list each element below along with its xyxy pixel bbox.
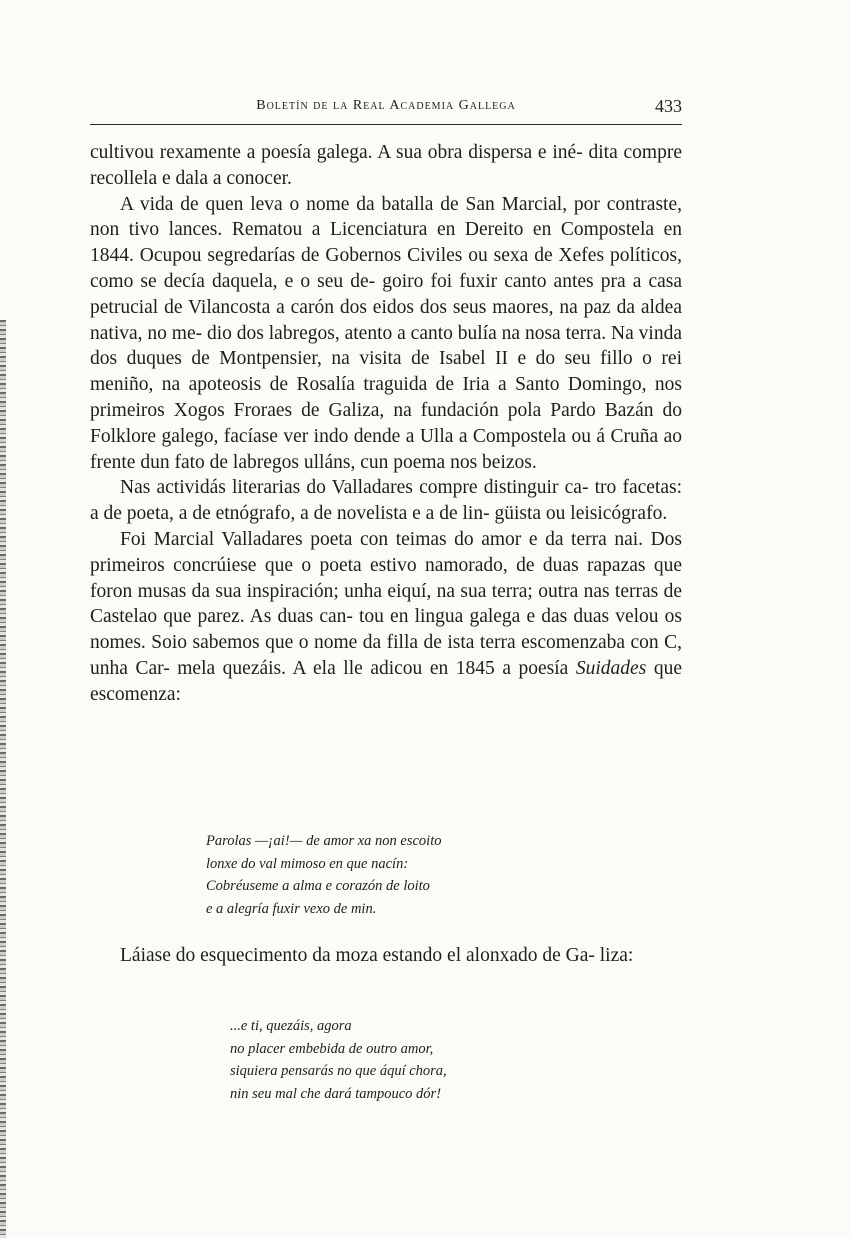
verse-line: nin seu mal che dará tampouco dór! <box>230 1085 442 1102</box>
paragraph-2: A vida de quen leva o nome da batalla de San Marcial, por contraste, non tivo lances. Rematou a Licenciatura en Dereito en Compostela en 1844. Ocupou segredarías de Gobernos Civiles ou sexa de Xefes políticos, como se decía daquela, e o seu de- goiro foi fuxir canto antes pra a casa petrucial de Vilancosta a carón dos eidos dos seus maores, na paz da aldea nativa, no me- dio dos labregos, atento a canto bulía na nosa terra. Na vinda dos duques de Montpensier, na visita de Isabel II e do seu fillo o rei meniño, na apoteosis de Rosalía traguida de Iria a Santo Domingo, nos primeiros Xogos Froraes de Galiza, na fundación pola Pardo Bazán do Folklore galego, facíase ver indo dende a Ulla a Compostela ou á Cruña ao frente dun fato de labregos ulláns, cun poema nos beizos. <box>90 193 682 473</box>
verse-line: siquiera pensarás no que áquí chora, <box>230 1063 447 1079</box>
paragraph-4-text: Foi Marcial Valladares poeta con teimas do amor e da terra nai. Dos primeiros concrúiese que o poeta estivo namorado, de duas rapazas que foron musas da sua inspiración; unha eiquí, na sua terra; outra nas terras de Castelao que parez. As duas can- tou en lingua galega e das duas velou os nomes. Soio sabemos que o nome da filla de ista terra escomenzaba con C, unha Car- mela quezáis. A ela lle adicou en 1845 a poesía <box>90 528 682 679</box>
page-header <box>90 94 682 125</box>
verse-quote-1 <box>206 830 441 920</box>
verse-line: Cobréuseme a alma e corazón de loito <box>206 878 430 894</box>
verse-line: ...e ti, quezáis, agora <box>230 1018 352 1034</box>
page-number: 433 <box>655 96 682 116</box>
verse-line: Parolas —¡ai!— de amor xa non escoito <box>206 833 442 849</box>
paragraph-4 <box>90 527 682 708</box>
paragraph-3: Nas actividás literarias do Valladares compre distinguir ca- tro facetas: a de poeta, a de etnógrafo, a de novelista e a de lin- güista ou leisicógrafo. <box>90 477 682 525</box>
running-title: Boletín de la Real Academia Gallega <box>256 98 516 113</box>
verse-line: e a alegría fuxir vexo de min. <box>206 900 377 917</box>
binding-edge <box>0 320 6 1238</box>
verse-quote-2 <box>230 1015 447 1105</box>
paragraph-1: cultivou rexamente a poesía galega. A sua obra dispersa e iné- dita compre recollela e dala a conocer. <box>90 142 682 189</box>
paragraph-5: Láiase do esquecimento da moza estando el alonxado de Ga- liza: <box>120 945 634 966</box>
verse-line: no placer embebida de outro amor, <box>230 1040 434 1057</box>
paragraph-4-end: que escomenza: <box>90 657 682 705</box>
poem-title: Suidades <box>575 657 647 679</box>
body-text-2 <box>90 942 682 969</box>
verse-line: lonxe do val mimoso en que nacín: <box>206 855 409 872</box>
body-text <box>90 140 682 708</box>
